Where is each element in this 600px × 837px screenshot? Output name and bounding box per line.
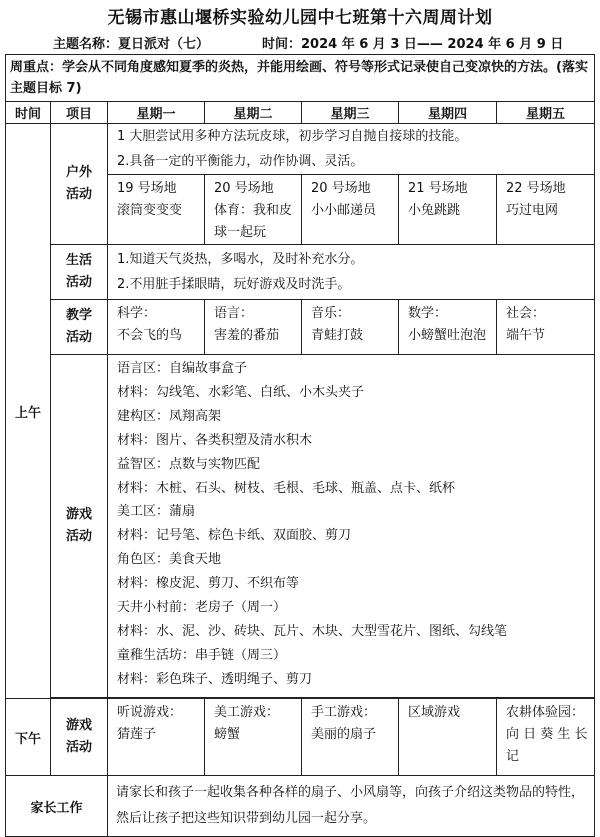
afternoon-fri [497, 699, 595, 776]
category-afternoon-games [51, 699, 108, 776]
teaching-mon [108, 300, 205, 355]
life-line-1: 1.知道天气炎热，多喝水，及时补充水分。 [117, 252, 364, 267]
afternoon-mon-type: 听说游戏： [117, 705, 183, 720]
afternoon-tue [205, 699, 302, 776]
afternoon-fri-name-cont: 记 [506, 749, 520, 764]
life-row [6, 245, 595, 300]
category-games [51, 355, 108, 698]
teaching-tue [205, 300, 302, 355]
game-line: 材料：记号笔、棕色卡纸、双面胶、剪刀 [117, 528, 352, 544]
plan-table [5, 54, 595, 837]
outdoor-goals-row [6, 124, 595, 175]
outdoor-thu-venue: 21 号场地 [408, 181, 468, 196]
afternoon-thu-type: 区域游戏 [408, 705, 461, 720]
game-line: 建构区：凤翔高架 [117, 408, 222, 424]
game-line: 材料：图片、各类积塑及清水积木 [117, 432, 313, 448]
game-line: 语言区：自编故事盒子 [117, 361, 248, 376]
outdoor-fri-activity: 巧过电网 [506, 203, 559, 218]
game-line: 天井小村前：老房子（周一） [117, 600, 287, 616]
category-teaching [51, 300, 108, 355]
afternoon-wed-name: 美丽的扇子 [311, 727, 377, 742]
category-teaching-line2: 活动 [65, 330, 92, 345]
game-line: 材料：彩色珠子、透明绳子、剪刀 [117, 671, 313, 687]
outdoor-wed [302, 175, 399, 245]
games-content [108, 355, 595, 698]
life-line-2: 2.不用脏手揉眼睛，玩好游戏及时洗手。 [117, 277, 351, 292]
col-header-wed: 星期三 [302, 102, 399, 124]
teaching-wed-subject: 音乐： [311, 306, 351, 321]
outdoor-wed-venue: 20 号场地 [311, 181, 371, 196]
category-games-line1: 游戏 [65, 507, 92, 522]
games-row [6, 355, 595, 698]
afternoon-mon [108, 699, 205, 776]
outdoor-fri-venue: 22 号场地 [506, 181, 566, 196]
game-line: 材料：水、泥、沙、砖块、瓦片、木块、大型雪花片、图纸、勾线笔 [117, 623, 508, 639]
outdoor-thu-activity: 小兔跳跳 [408, 203, 461, 218]
outdoor-fri [497, 175, 595, 245]
parent-label: 家长工作 [6, 776, 108, 837]
teaching-tue-subject: 语言： [214, 306, 254, 321]
focus-row [6, 55, 595, 102]
category-outdoor-line1: 户外 [65, 165, 92, 180]
parent-content: 请家长和孩子一起收集各种各样的扇子、小风扇等，向孩子介绍这类物品的特性，然后让孩子把这些知识带到幼儿园一起分享。 [108, 776, 595, 837]
afternoon-tue-type: 美工游戏： [214, 705, 280, 720]
parent-row [6, 776, 595, 837]
col-header-mon: 星期一 [108, 102, 205, 124]
outdoor-goal-2: 2.具备一定的平衡能力，动作协调、灵活。 [117, 154, 364, 169]
outdoor-mon-venue: 19 号场地 [117, 181, 177, 196]
header-row [6, 102, 595, 124]
teaching-thu [399, 300, 497, 355]
game-line: 材料：勾线笔、水彩笔、白纸、小木头夹子 [117, 384, 365, 400]
teaching-fri [497, 300, 595, 355]
period-afternoon: 下午 [6, 699, 51, 776]
teaching-tue-name: 害羞的番茄 [214, 328, 280, 343]
category-life-line2: 活动 [65, 275, 92, 290]
afternoon-mon-name: 猜莲子 [117, 727, 157, 742]
col-header-item: 项目 [51, 102, 108, 124]
outdoor-wed-activity: 小小邮递员 [311, 203, 377, 218]
outdoor-thu [399, 175, 497, 245]
afternoon-row [6, 699, 595, 776]
outdoor-tue-venue: 20 号场地 [214, 181, 274, 196]
category-teaching-line1: 教学 [65, 308, 92, 323]
game-line: 材料：木桩、石头、树枝、毛根、毛球、瓶盖、点卡、纸杯 [117, 480, 456, 496]
period-morning: 上午 [6, 124, 51, 699]
outdoor-goals [108, 124, 595, 175]
weekly-focus: 周重点：学会从不同角度感知夏季的炎热，并能用绘画、符号等形式记录使自己变凉快的方法。(落实主题目标 7) [6, 55, 595, 102]
col-header-tue: 星期二 [205, 102, 302, 124]
game-line: 材料：橡皮泥、剪刀、不织布等 [117, 576, 300, 592]
theme-name: 主题名称：夏日派对（七） [53, 37, 210, 52]
game-line: 角色区：美食天地 [117, 552, 222, 568]
category-life-line1: 生活 [65, 253, 92, 268]
teaching-mon-subject: 科学： [117, 306, 157, 321]
teaching-wed [302, 300, 399, 355]
outdoor-mon-activity: 滚筒变变变 [117, 203, 183, 218]
teaching-mon-name: 不会飞的鸟 [117, 328, 183, 343]
col-header-fri: 星期五 [497, 102, 595, 124]
category-outdoor-line2: 活动 [65, 187, 92, 202]
game-line: 童稚生活坊：串手链（周三） [117, 647, 287, 663]
outdoor-goal-1: 1 大胆尝试用多种方法玩皮球，初步学习自抛自接球的技能。 [117, 129, 468, 144]
page-title: 无锡市惠山堰桥实验幼儿园中七班第十六周周计划 [107, 8, 493, 28]
category-outdoor [51, 124, 108, 245]
outdoor-tue-activity-cont: 球一起玩 [214, 225, 267, 240]
col-header-time: 时间 [6, 102, 51, 124]
teaching-row [6, 300, 595, 355]
teaching-wed-name: 青蛙打鼓 [311, 328, 364, 343]
life-content [108, 245, 595, 300]
teaching-fri-name: 端午节 [506, 328, 546, 343]
category-afternoon-line2: 活动 [65, 740, 92, 755]
game-line: 益智区：点数与实物匹配 [117, 456, 261, 472]
teaching-thu-name: 小螃蟹吐泡泡 [408, 328, 487, 343]
afternoon-wed [302, 699, 399, 776]
category-life [51, 245, 108, 300]
afternoon-fri-type: 农耕体验园： [506, 705, 585, 720]
afternoon-tue-name: 螃蟹 [214, 727, 241, 742]
category-afternoon-line1: 游戏 [65, 718, 92, 733]
afternoon-wed-type: 手工游戏： [311, 705, 377, 720]
afternoon-fri-name: 向 日 葵 生 长 [506, 727, 588, 742]
date-range: 时间：2024 年 6 月 3 日—— 2024 年 6 月 9 日 [262, 37, 564, 52]
outdoor-tue [205, 175, 302, 245]
outdoor-mon [108, 175, 205, 245]
game-line: 美工区：蒲扇 [117, 504, 196, 520]
teaching-thu-subject: 数学： [408, 306, 448, 321]
outdoor-tue-activity: 体育：我和皮 [214, 203, 293, 218]
afternoon-thu [399, 699, 497, 776]
col-header-thu: 星期四 [399, 102, 497, 124]
teaching-fri-subject: 社会： [506, 306, 546, 321]
category-games-line2: 活动 [65, 529, 92, 544]
